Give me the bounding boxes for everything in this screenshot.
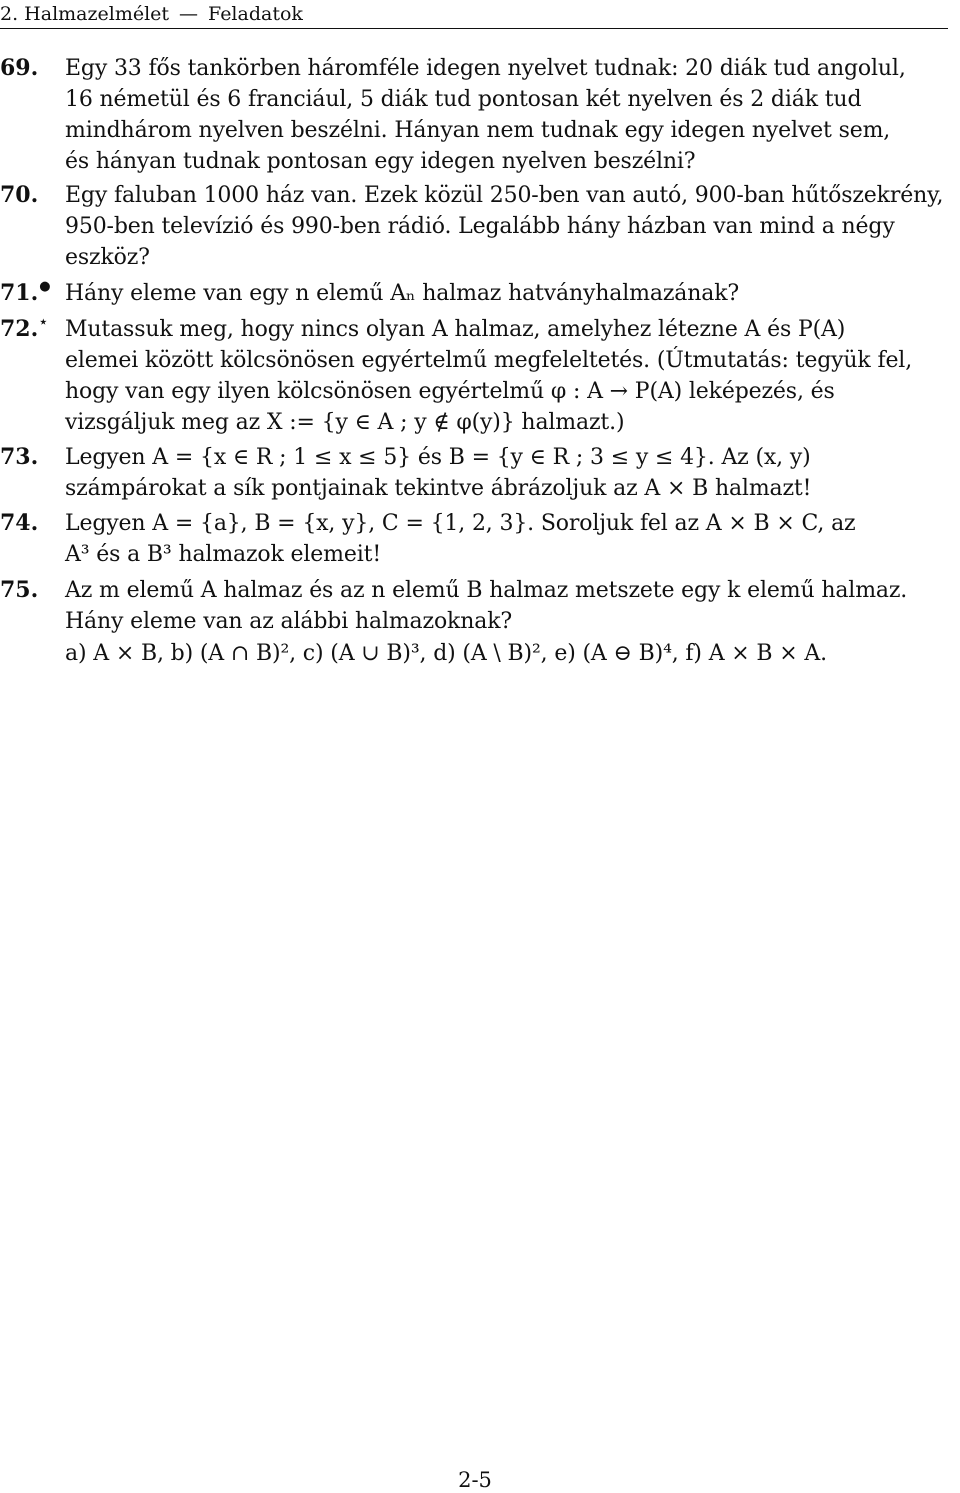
exercise-number: 70. — [0, 182, 39, 208]
exercise-text-line: Hány eleme van egy n elemű Aₙ halmaz hatványhalmazának? — [65, 281, 740, 306]
exercise-text-line: a) A × B, b) (A ∩ B)², c) (A ∪ B)³, d) (A \ B)², e) (A ⊖ B)⁴, f) A × B × A. — [65, 641, 827, 666]
exercise-text-line: eszköz? — [65, 245, 150, 270]
header-separator: — — [179, 3, 199, 25]
section-title: Feladatok — [208, 3, 303, 25]
exercise-text-line: Hány eleme van az alábbi halmazoknak? — [65, 609, 513, 634]
exercise-text-line: A³ és a B³ halmazok elemeit! — [65, 542, 382, 567]
exercise-text-line: vizsgáljuk meg az X := {y ∈ A ; y ∉ φ(y)} halmazt.) — [65, 410, 625, 435]
difficulty-dot-icon: ● — [39, 279, 51, 294]
exercise-text-line: 16 németül és 6 franciául, 5 diák tud pontosan két nyelven és 2 diák tud — [65, 87, 862, 112]
exercise-text-line: hogy van egy ilyen kölcsönösen egyértelmű φ : A → P(A) leképezés, és — [65, 379, 835, 404]
exercise-text-line: mindhárom nyelven beszélni. Hányan nem tudnak egy idegen nyelvet sem, — [65, 118, 891, 143]
difficulty-star-icon: ⋆ — [39, 315, 48, 330]
exercise-number: 71.● — [0, 279, 51, 306]
exercise-text-line: számpárokat a sík pontjainak tekintve ábrázoljuk az A × B halmazt! — [65, 476, 812, 501]
exercise-text-line: és hányan tudnak pontosan egy idegen nyelven beszélni? — [65, 149, 696, 174]
exercise-number: 72.⋆ — [0, 315, 48, 342]
exercise-number: 75. — [0, 577, 39, 603]
exercise-text-line: Egy 33 fős tankörben háromféle idegen nyelvet tudnak: 20 diák tud angolul, — [65, 56, 906, 81]
exercise-text-line: Legyen A = {x ∈ R ; 1 ≤ x ≤ 5} és B = {y ∈ R ; 3 ≤ y ≤ 4}. Az (x, y) — [65, 445, 811, 470]
chapter-title: 2. Halmazelmélet — [0, 3, 170, 25]
exercise-text-line: elemei között kölcsönösen egyértelmű megfeleltetés. (Útmutatás: tegyük fel, — [65, 348, 913, 373]
exercise-text-line: 950-ben televízió és 990-ben rádió. Legalább hány házban van mind a négy — [65, 214, 895, 239]
exercise-number: 69. — [0, 55, 39, 81]
exercise-number: 74. — [0, 510, 39, 536]
running-header — [0, 2, 948, 29]
page-number: 2-5 — [458, 1468, 492, 1492]
exercise-text-line: Mutassuk meg, hogy nincs olyan A halmaz, amelyhez létezne A és P(A) — [65, 317, 846, 342]
exercise-text-line: Az m elemű A halmaz és az n elemű B halmaz metszete egy k elemű halmaz. — [65, 578, 908, 603]
exercise-number: 73. — [0, 444, 39, 470]
exercise-text-line: Egy faluban 1000 ház van. Ezek közül 250-ben van autó, 900-ban hűtőszekrény, — [65, 183, 944, 208]
exercise-text-line: Legyen A = {a}, B = {x, y}, C = {1, 2, 3}. Soroljuk fel az A × B × C, az — [65, 511, 856, 536]
